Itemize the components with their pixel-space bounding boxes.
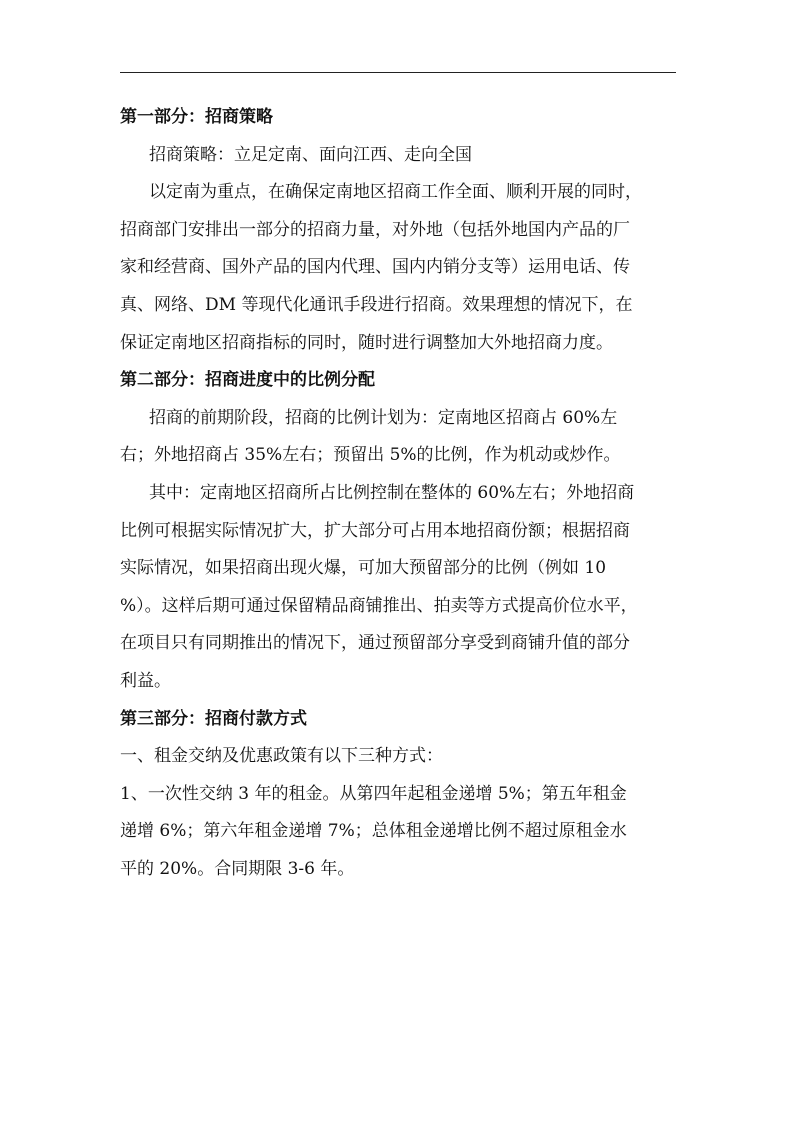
section-2-para2-line: 实际情况，如果招商出现火爆，可加大预留部分的比例（例如 10 [120,558,607,579]
section-2-para1-line: 右；外地招商占 35%左右；预留出 5%的比例，作为机动或炒作。 [120,445,621,466]
section-2-heading: 第二部分：招商进度中的比例分配 [120,370,375,391]
section-2-para2-line: 其中：定南地区招商所占比例控制在整体的 60%左右；外地招商 [149,482,635,503]
section-1-para-line: 真、网络、DM 等现代化通讯手段进行招商。效果理想的情况下，在 [120,294,633,315]
section-1-para-line: 保证定南地区招商指标的同时，随时进行调整加大外地招商力度。 [120,332,613,353]
section-2-para2-line: 比例可根据实际情况扩大，扩大部分可占用本地招商份额；根据招商 [120,520,630,541]
section-1-heading: 第一部分：招商策略 [120,107,273,127]
payment-option-1-line: 1、一次性交纳 3 年的租金。从第四年起租金递增 5%；第五年租金 [120,783,627,804]
section-2-para2-line: %）。这样后期可通过保留精品商铺推出、拍卖等方式提高价位水平， [120,595,638,616]
payment-item-title: 一、租金交纳及优惠政策有以下三种方式： [120,746,443,767]
payment-option-1-line: 递增 6%；第六年租金递增 7%；总体租金递增比例不超过原租金水 [120,821,627,842]
document-body [120,99,676,888]
section-2-para1-line: 招商的前期阶段，招商的比例计划为：定南地区招商占 60%左 [149,407,618,428]
strategy-statement: 招商策略：立足定南、面向江西、走向全国 [149,144,472,165]
section-2-para2-line: 在项目只有同期推出的情况下，通过预留部分享受到商铺升值的部分 [120,633,630,654]
section-2-para2-line: 利益。 [120,670,171,691]
section-1-para-line: 家和经营商、国外产品的国内代理、国内内销分支等）运用电话、传 [120,257,630,278]
section-1-para-line: 招商部门安排出一部分的招商力量，对外地（包括外地国内产品的厂 [120,219,630,240]
header-rule [120,72,676,73]
section-3-heading: 第三部分：招商付款方式 [120,708,307,729]
section-1-para-line: 以定南为重点，在确保定南地区招商工作全面、顺利开展的同时， [149,182,642,203]
payment-option-1-line: 平的 20%。合同期限 3-6 年。 [120,858,355,879]
